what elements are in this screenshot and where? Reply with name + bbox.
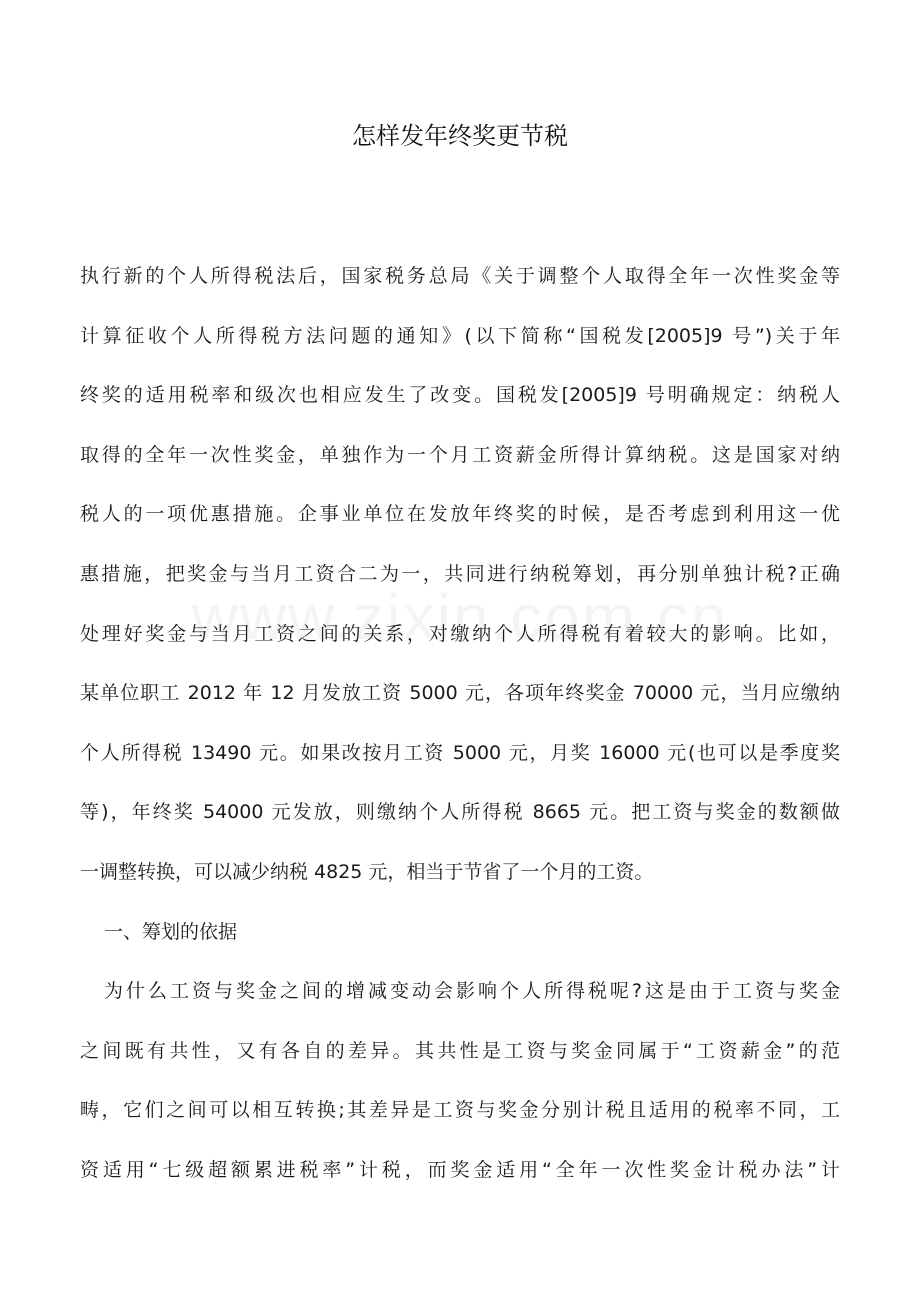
section-line: 为什么工资与奖金之间的增减变动会影响个人所得税呢?这是由于工资与奖金 [104,980,840,1002]
intro-line: 终奖的适用税率和级次也相应发生了改变。国税发[2005]9 号明确规定：纳税人 [80,384,840,406]
intro-line: 某单位职工 2012 年 12 月发放工资 5000 元，各项年终奖金 70000 元，当月应缴纳 [80,682,840,704]
intro-line: 个人所得税 13490 元。如果改按月工资 5000 元，月奖 16000 元(也可以是季度奖 [80,742,840,764]
intro-line: 执行新的个人所得税法后，国家税务总局《关于调整个人取得全年一次性奖金等 [80,265,840,287]
intro-line: 一调整转换，可以减少纳税 4825 元，相当于节省了一个月的工资。 [80,861,654,883]
intro-line: 等)，年终奖 54000 元发放，则缴纳个人所得税 8665 元。把工资与奖金的数额做 [80,801,840,823]
intro-line: 计算征收个人所得税方法问题的通知》(以下简称“国税发[2005]9 号”)关于年 [80,325,840,347]
intro-line: 税人的一项优惠措施。企事业单位在发放年终奖的时候，是否考虑到利用这一优 [80,503,840,525]
section-heading: 一、筹划的依据 [104,921,238,943]
section-line: 畴，它们之间可以相互转换;其差异是工资与奖金分别计税且适用的税率不同，工 [80,1099,840,1121]
section-line: 之间既有共性，又有各自的差异。其共性是工资与奖金同属于“工资薪金”的范 [80,1040,840,1062]
section-line: 资适用“七级超额累进税率”计税，而奖金适用“全年一次性奖金计税办法”计 [80,1159,840,1181]
page-title: 怎样发年终奖更节税 [352,122,568,150]
intro-line: 取得的全年一次性奖金，单独作为一个月工资薪金所得计算纳税。这是国家对纳 [80,444,840,466]
intro-line: 惠措施，把奖金与当月工资合二为一，共同进行纳税筹划，再分别单独计税?正确 [80,563,840,585]
intro-line: 处理好奖金与当月工资之间的关系，对缴纳个人所得税有着较大的影响。比如， [80,623,840,645]
